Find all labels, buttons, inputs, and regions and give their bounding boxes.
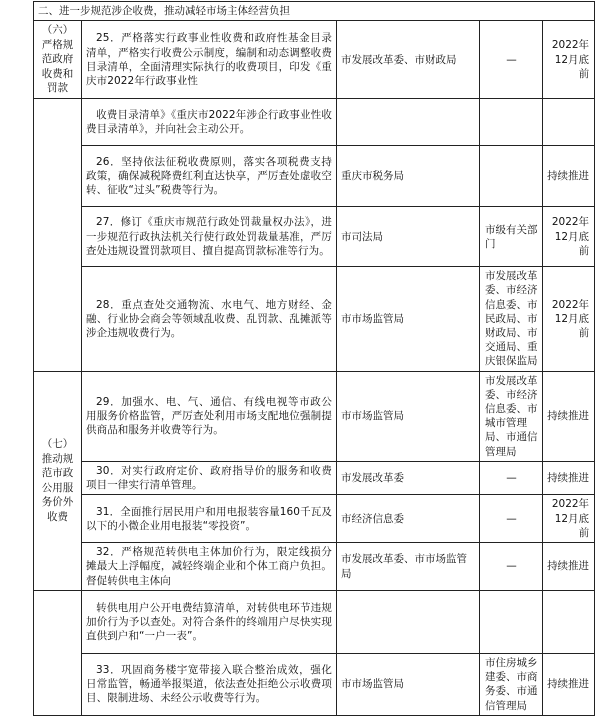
dept-cell: 市发展改革委、市财政局 [337, 21, 480, 99]
coop-cell [480, 146, 543, 207]
table-row [34, 21, 595, 99]
content-cell: 33．巩固商务楼宇宽带接入联合整治成效，强化日常监管，畅通举报渠道，依法查处拒绝公示收费项目、限制进场、未经公示收费等行为。 [82, 653, 337, 715]
time-cell: 持续推进 [543, 653, 595, 715]
coop-cell: 市发展改革委、市经济信息委、市城市管理局、市通信管理局 [480, 371, 543, 461]
content-cell: 收费目录清单》《重庆市2022年涉企行政事业性收费目录清单》，并向社会主动公开。 [82, 99, 337, 146]
category-cell: （六）严格规范政府收费和罚款 [34, 21, 82, 99]
time-cell: 持续推进 [543, 371, 595, 461]
section-header-row [34, 2, 595, 21]
time-cell: 2022年12月底前 [543, 495, 595, 543]
content-cell: 30．对实行政府定价、政府指导价的服务和收费项目一律实行清单管理。 [82, 461, 337, 494]
table-row [34, 590, 595, 653]
coop-cell: — [480, 543, 543, 591]
category-cell: （七）推动规范市政公用服务价外收费 [34, 371, 82, 590]
coop-cell: — [480, 495, 543, 543]
table-row [34, 653, 595, 715]
policy-table [33, 1, 595, 716]
content-cell: 27．修订《重庆市规范行政处罚裁量权办法》，进一步规范行政执法机关行使行政处罚裁量基准，严厉查处违规设置罚款项目、擅自提高罚款标准等行为。 [82, 207, 337, 267]
table-row [34, 99, 595, 146]
category-cell [34, 99, 82, 371]
dept-cell: 市市场监管局 [337, 653, 480, 715]
coop-cell: 市住房城乡建委、市商务委、市通信管理局 [480, 653, 543, 715]
table-row [34, 267, 595, 371]
time-cell: 2022年12月底前 [543, 207, 595, 267]
table-row [34, 543, 595, 591]
time-cell: 2022年12月底前 [543, 21, 595, 99]
dept-cell: 市市场监管局 [337, 267, 480, 371]
time-cell [543, 99, 595, 146]
table-row [34, 495, 595, 543]
content-cell: 转供电用户公开电费结算清单，对转供电环节违规加价行为予以查处。对符合条件的终端用户尽快实现直供到户和“一户一表”。 [82, 590, 337, 653]
content-cell: 25．严格落实行政事业性收费和政府性基金目录清单，严格实行收费公示制度，编制和动态调整收费目录清单，全面清理实际执行的收费项目，印发《重庆市2022年行政事业性 [82, 21, 337, 99]
coop-cell [480, 99, 543, 146]
content-cell: 32．严格规范转供电主体加价行为，限定线损分摊最大上浮幅度，减轻终端企业和个体工商户负担。督促转供电主体向 [82, 543, 337, 591]
dept-cell: 市司法局 [337, 207, 480, 267]
coop-cell: 市级有关部门 [480, 207, 543, 267]
time-cell: 持续推进 [543, 543, 595, 591]
time-cell [543, 590, 595, 653]
time-cell: 2022年12月底前 [543, 267, 595, 371]
dept-cell [337, 590, 480, 653]
table-row [34, 207, 595, 267]
coop-cell: — [480, 21, 543, 99]
content-cell: 26．坚持依法征税收费原则，落实各项税费支持政策，确保减税降费红利直达快享，严厉查处虚收空转、征收“过头”税费等行为。 [82, 146, 337, 207]
content-cell: 29．加强水、电、气、通信、有线电视等市政公用服务价格监管，严厉查处利用市场支配地位强制提供商品和服务并收费等行为。 [82, 371, 337, 461]
dept-cell: 市发展改革委、市市场监管局 [337, 543, 480, 591]
content-cell: 31．全面推行居民用户和用电报装容量160千瓦及以下的小微企业用电报装“零投资”。 [82, 495, 337, 543]
time-cell: 持续推进 [543, 461, 595, 494]
coop-cell: — [480, 461, 543, 494]
time-cell: 持续推进 [543, 146, 595, 207]
table-row [34, 146, 595, 207]
dept-cell: 市经济信息委 [337, 495, 480, 543]
dept-cell: 市市场监管局 [337, 371, 480, 461]
dept-cell: 市发展改革委 [337, 461, 480, 494]
dept-cell [337, 99, 480, 146]
dept-cell: 重庆市税务局 [337, 146, 480, 207]
coop-cell: 市发展改革委、市经济信息委、市民政局、市财政局、市交通局、重庆银保监局 [480, 267, 543, 371]
section-title: 二、进一步规范涉企收费，推动减轻市场主体经营负担 [34, 2, 595, 21]
table-row [34, 371, 595, 461]
table-row [34, 461, 595, 494]
content-cell: 28．重点查处交通物流、水电气、地方财经、金融、行业协会商会等领域乱收费、乱罚款、乱摊派等涉企违规收费行为。 [82, 267, 337, 371]
coop-cell [480, 590, 543, 653]
category-cell [34, 590, 82, 715]
